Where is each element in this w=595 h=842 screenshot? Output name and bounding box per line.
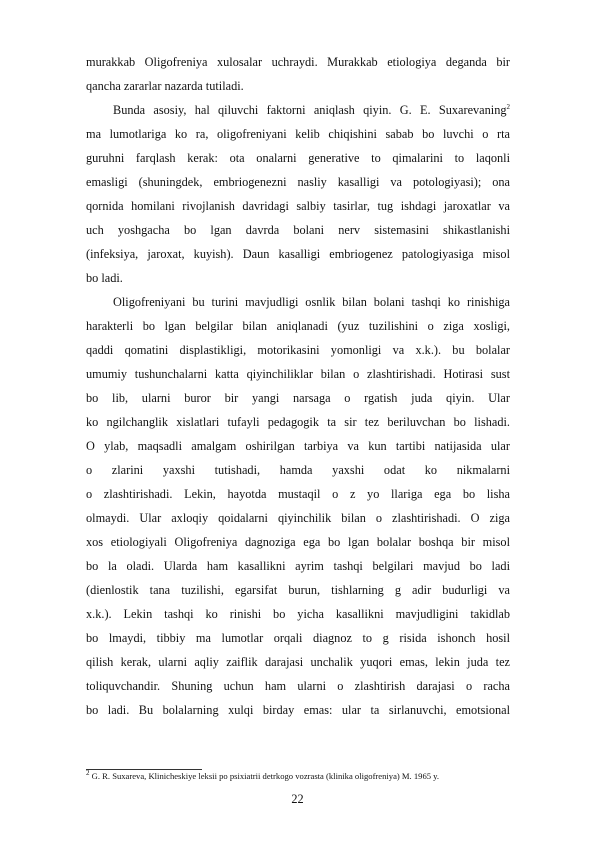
body-line-20: olmaydi. Ular axloqiy qoidalarni qiyinchilik bilan o zlashtirishadi. O ziga [86,511,510,525]
body-line-19: o zlashtirishadi. Lekin, hayotda mustaqil o z yo llariga ega bo lisha [86,487,510,501]
body-line-12: harakterli bo lgan belgilar bilan aniqlanadi (yuz tuzilishini o ziga xosligi, [86,319,510,333]
body-line-26: qilish kerak, ularni aqliy zaiflik darajasi unchalik yuqori emas, lekin juda tez [86,655,510,669]
body-line-11: Oligofreniyani bu turini mavjudligi osnlik bilan bolani tashqi ko rinishiga [113,295,510,309]
footnote-text: G. R. Suxareva, Klinicheskiye leksii po psixiatrii detrkogo vozrasta (klinika oligofreniya) M. 1965 y. [91,771,440,781]
body-line-22: bo la oladi. Ularda ham kasallikni ayrim tashqi belgilari mavjud bo ladi [86,559,510,573]
body-line-4: ma lumotlariga ko ra, oligofreniyani kelib chiqishini sabab bo luvchi o rta [86,127,510,141]
body-line-17: O ylab, maqsadli amalgam oshirilgan tarbiya va kun tartibi natijasida ular [86,439,510,453]
body-line-3 [113,102,510,118]
body-line-18: o zlarini yaxshi tutishadi, hamda yaxshi odat ko nikmalarni [86,463,510,477]
body-line-25: bo lmaydi, tibbiy ma lumotlar orqali diagnoz to g risida ishonch hosil [86,631,510,645]
body-line-16: ko ngilchanglik xislatlari tufayli pedagogik ta sir tez beriluvchan bo lishadi. [86,415,510,429]
body-line-13: qaddi qomatini displastikligi, motorikasini yomonligi va x.k.). bu bolalar [86,343,510,357]
body-line-7: qornida homilani rivojlanish davridagi salbiy tasirlar, tug ishdagi jaroxatlar va [86,199,510,213]
body-line-3-text: Bunda asosiy, hal qiluvchi faktorni aniqlash qiyin. G. E. Suxarevaning [113,103,507,117]
body-line-8: uch yoshgacha bo lgan davrda bolani nerv sistemasini shikastlanishi [86,223,510,237]
body-line-28: bo ladi. Bu bolalarning xulqi birday emas: ular ta sirlanuvchi, emotsional [86,703,510,717]
body-line-5: guruhni farqlash kerak: ota onalarni generative to qimalarini to laqonli [86,151,510,165]
body-line-10: bo ladi. [86,271,123,285]
body-line-9: (infeksiya, jaroxat, kuyish). Daun kasalligi embriogenez patologiyasiga misol [86,247,510,261]
body-line-21: xos etiologiyali Oligofreniya dagnoziga ega bo lgan bolalar boshqa bir misol [86,535,510,549]
footnote-mark: 2 [86,769,90,778]
body-line-24: x.k.). Lekin tashqi ko rinishi bo yicha kasallikni mavjudligini takidlab [86,607,510,621]
footnote [86,771,439,782]
body-line-2: qancha zararlar nazarda tutiladi. [86,79,244,93]
footnote-ref: 2 [506,102,510,111]
footnote-divider [86,769,202,770]
body-line-27: toliquvchandir. Shuning uchun ham ularni o zlashtirish darajasi o racha [86,679,510,693]
body-line-6: emasligi (shuningdek, embriogenezni nasliy kasalligi va potologiyasi); ona [86,175,510,189]
page-number: 22 [291,792,304,806]
body-line-14: umumiy tushunchalarni katta qiyinchiliklar bilan o zlashtirishadi. Hotirasi sust [86,367,510,381]
body-line-1: murakkab Oligofreniya xulosalar uchraydi. Murakkab etiologiya deganda bir [86,55,510,69]
body-line-23: (dienlostik tana tuzilishi, egarsifat burun, tishlarning g adir budurligi va [86,583,510,597]
body-line-15: bo lib, ularni buror bir yangi narsaga o rgatish juda qiyin. Ular [86,391,510,405]
